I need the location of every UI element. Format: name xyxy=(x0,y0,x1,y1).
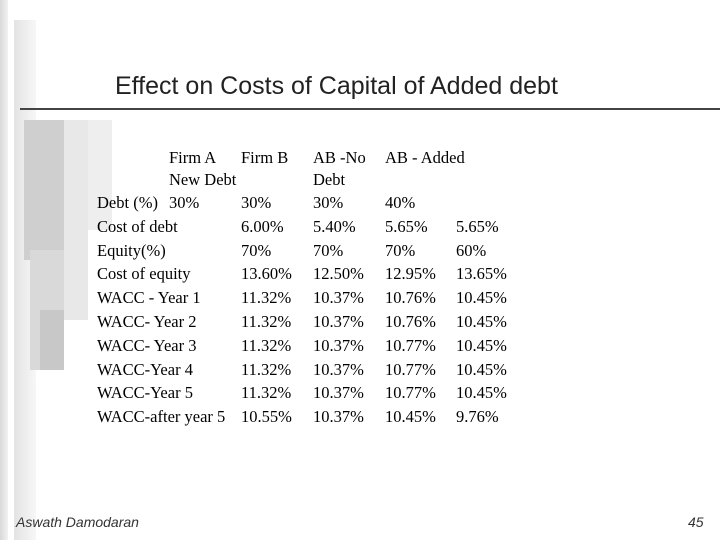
slide-title: Effect on Costs of Capital of Added debt xyxy=(115,72,558,100)
row-label: WACC - Year 1 xyxy=(97,288,201,308)
row-label: WACC-after year 5 xyxy=(97,407,226,427)
decorative-bar xyxy=(64,120,88,320)
cell-ab-added-2: 10.45% xyxy=(456,288,507,308)
row-label: Equity(%) xyxy=(97,240,166,260)
header-ab-added: AB - Added xyxy=(385,148,465,167)
cell-ab-no-debt: 10.37% xyxy=(313,288,364,308)
page-number: 45 xyxy=(688,514,704,530)
cell-ab-added-1: 10.77% xyxy=(385,359,436,379)
decorative-bar xyxy=(0,0,8,540)
row-label: WACC-Year 4 xyxy=(97,359,193,379)
row-label: Cost of debt xyxy=(97,216,178,236)
title-divider xyxy=(20,108,720,110)
decorative-bar xyxy=(24,120,64,260)
cell-firm-b: 11.32% xyxy=(241,359,292,379)
row-label: Cost of equity xyxy=(97,264,191,284)
row-label: WACC- Year 3 xyxy=(97,335,197,355)
header-ab-no-debt: AB -No xyxy=(313,148,366,167)
cell-firm-b: 13.60% xyxy=(241,264,292,284)
cell-ab-no-debt: 5.40% xyxy=(313,216,356,236)
header-debt: Debt xyxy=(313,170,346,189)
cell-firm-b: 11.32% xyxy=(241,335,292,355)
cell-ab-added-1: 12.95% xyxy=(385,264,436,284)
cell-ab-added-2: 9.76% xyxy=(456,407,499,427)
cell-firm-b: 6.00% xyxy=(241,216,284,236)
header-firm-a: Firm A xyxy=(169,148,217,167)
cell-ab-added-2: 5.65% xyxy=(456,216,499,236)
cell-ab-no-debt: 10.37% xyxy=(313,407,364,427)
cell-firm-b: 30% xyxy=(241,193,272,212)
cell-firm-a: 30% xyxy=(169,193,200,212)
footer-author: Aswath Damodaran xyxy=(16,514,139,530)
cell-ab-added-1: 10.76% xyxy=(385,312,436,331)
cell-ab-no-debt: 70% xyxy=(313,240,344,260)
cell-ab-added-2: 10.45% xyxy=(456,359,507,379)
cell-firm-b: 70% xyxy=(241,240,272,260)
decorative-bar xyxy=(40,310,64,370)
cell-ab-no-debt: 12.50% xyxy=(313,264,364,284)
cell-ab-added-1: 40% xyxy=(385,193,416,212)
cell-ab-added-1: 5.65% xyxy=(385,216,428,236)
cell-ab-added-1: 10.77% xyxy=(385,383,436,403)
row-label: Debt (%) xyxy=(97,193,158,212)
cell-ab-added-1: 10.77% xyxy=(385,335,436,355)
cell-firm-b: 11.32% xyxy=(241,312,292,331)
cell-ab-added-2: 10.45% xyxy=(456,335,507,355)
cell-firm-b: 10.55% xyxy=(241,407,292,427)
cell-ab-added-2: 10.45% xyxy=(456,383,507,403)
cell-ab-added-2: 10.45% xyxy=(456,312,507,331)
cell-ab-no-debt: 30% xyxy=(313,193,344,212)
header-firm-b: Firm B xyxy=(241,148,289,167)
cell-firm-b: 11.32% xyxy=(241,383,292,403)
cell-ab-no-debt: 10.37% xyxy=(313,359,364,379)
header-new-debt: New Debt xyxy=(169,170,237,189)
cell-ab-no-debt: 10.37% xyxy=(313,335,364,355)
cell-ab-added-1: 10.45% xyxy=(385,407,436,427)
cell-ab-no-debt: 10.37% xyxy=(313,312,364,331)
cell-firm-b: 11.32% xyxy=(241,288,292,308)
cell-ab-no-debt: 10.37% xyxy=(313,383,364,403)
row-label: WACC-Year 5 xyxy=(97,383,193,403)
row-label: WACC- Year 2 xyxy=(97,312,197,331)
cell-ab-added-2: 13.65% xyxy=(456,264,507,284)
cell-ab-added-1: 70% xyxy=(385,240,416,260)
cell-ab-added-1: 10.76% xyxy=(385,288,436,308)
cell-ab-added-2: 60% xyxy=(456,240,487,260)
